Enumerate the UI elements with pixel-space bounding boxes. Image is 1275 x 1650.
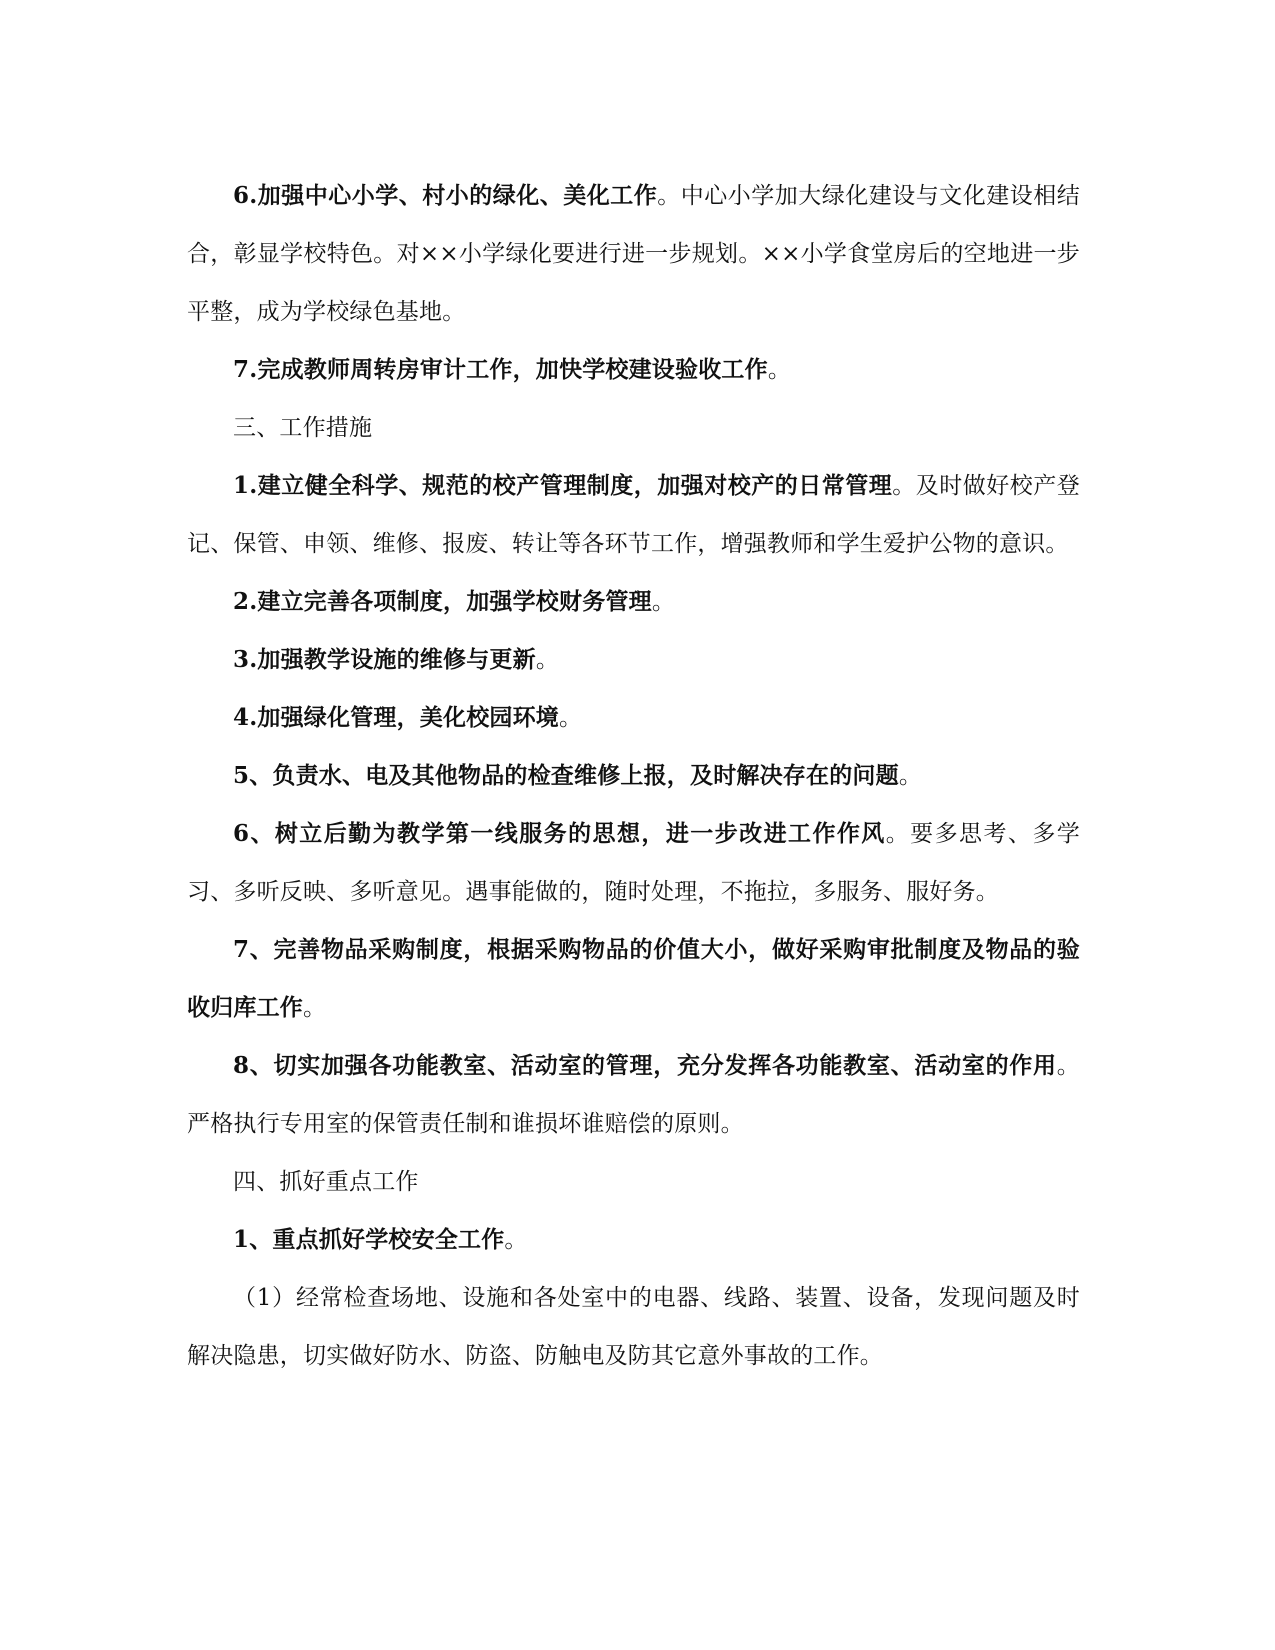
paragraph-measure-7 [187,921,1080,1037]
paragraph-lead: 4.加强绿化管理，美化校园环境 [233,704,560,731]
paragraph-text: 。 [303,995,327,1021]
paragraph-lead: 7.完成教师周转房审计工作，加快学校建设验收工作 [233,356,768,383]
paragraph-lead: 2.建立完善各项制度，加强学校财务管理 [233,588,652,615]
paragraph-measure-2 [187,573,1080,631]
paragraph-lead: 6.加强中心小学、村小的绿化、美化工作 [233,182,658,209]
section-heading-key-work [187,1153,1080,1211]
paragraph-greening [187,167,1080,341]
paragraph-text: 。及时做好校产登记、保管、申领、维修、报废、转让等各环节工作，增强教师和学生爱护公物的意识。 [187,473,1080,557]
paragraph-text: 四、抓好重点工作 [233,1169,419,1195]
paragraph-text: 。 [559,705,583,731]
paragraph-measure-3 [187,631,1080,689]
paragraph-key-1 [187,1211,1080,1269]
document-body [187,167,1080,1385]
paragraph-text: 。 [651,589,676,615]
paragraph-text: （1）经常检查场地、设施和各处室中的电器、线路、装置、设备，发现问题及时解决隐患，切实做好防水、防盗、防触电及防其它意外事故的工作。 [187,1285,1080,1369]
paragraph-key-1-item-1 [187,1269,1080,1385]
paragraph-text: 。要多思考、多学习、多听反映、多听意见。遇事能做的，随时处理，不拖拉，多服务、服好务。 [187,821,1080,905]
paragraph-lead: 6、树立后勤为教学第一线服务的思想，进一步改进工作作风 [233,820,886,847]
paragraph-measure-1 [187,457,1080,573]
paragraph-lead: 7、完善物品采购制度，根据采购物品的价值大小，做好采购审批制度及物品的验收归库工作 [187,936,1080,1021]
paragraph-measure-8 [187,1037,1080,1153]
paragraph-measure-5 [187,747,1080,805]
paragraph-text: 。 [767,357,792,383]
paragraph-lead: 1、重点抓好学校安全工作 [233,1226,505,1253]
paragraph-text: 。中心小学加大绿化建设与文化建设相结合，彰显学校特色。对××小学绿化要进行进一步规划。××小学食堂房后的空地进一步平整，成为学校绿色基地。 [187,183,1081,325]
section-heading-measures [187,399,1080,457]
paragraph-lead: 1.建立健全科学、规范的校产管理制度，加强对校产的日常管理 [233,472,893,499]
paragraph-text: 。严格执行专用室的保管责任制和谁损坏谁赔偿的原则。 [187,1053,1080,1137]
paragraph-lead: 3.加强教学设施的维修与更新 [233,646,536,673]
paragraph-text: 。 [504,1227,528,1253]
paragraph-measure-6 [187,805,1080,921]
paragraph-lead: 5、负责水、电及其他物品的检查维修上报，及时解决存在的问题 [233,762,899,789]
paragraph-audit [187,341,1080,399]
paragraph-measure-4 [187,689,1080,747]
paragraph-lead: 8、切实加强各功能教室、活动室的管理，充分发挥各功能教室、活动室的作用 [233,1052,1057,1079]
paragraph-text: 三、工作措施 [233,415,373,441]
paragraph-text: 。 [535,647,560,673]
paragraph-text: 。 [898,763,923,789]
